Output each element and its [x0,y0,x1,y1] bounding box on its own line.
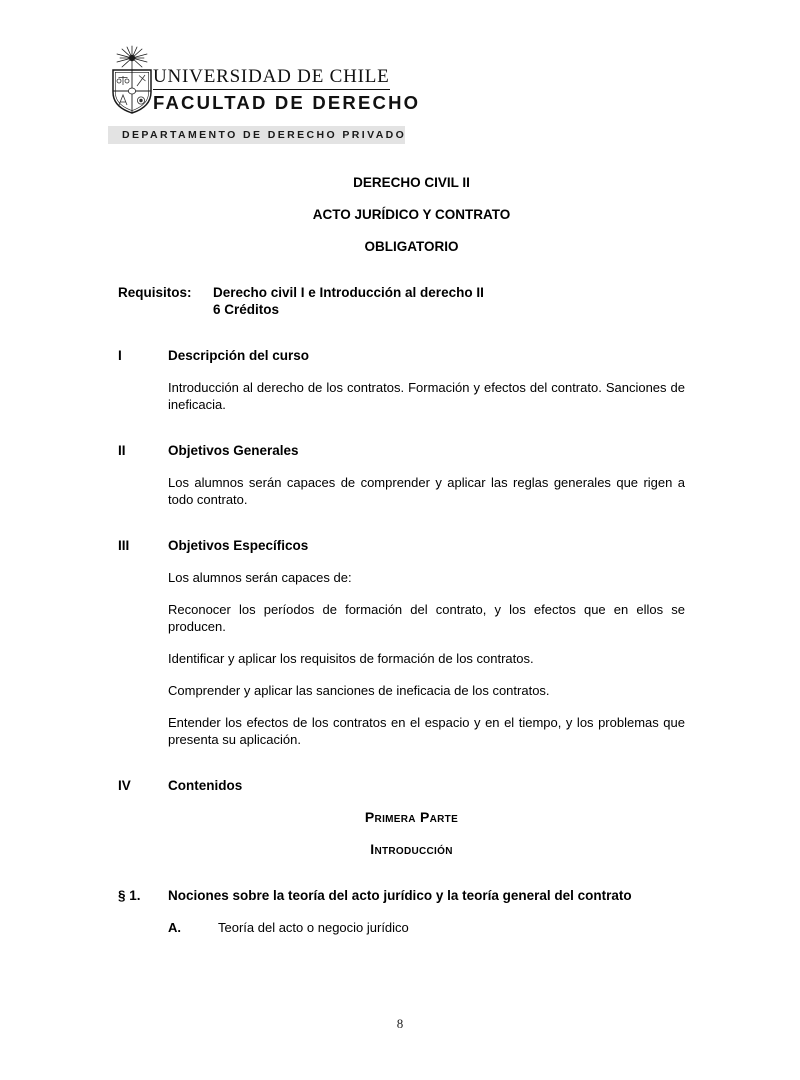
outline-section-title: Nociones sobre la teoría del acto jurídico y la teoría general del contrato [168,888,632,903]
paragraph: Introducción al derecho de los contratos. Formación y efectos del contrato. Sanciones de ineficacia. [168,380,685,412]
paragraph: Los alumnos serán capaces de comprender y aplicar las reglas generales que rigen a todo contrato. [168,475,685,507]
paragraph: Entender los efectos de los contratos en el espacio y en el tiempo, y los problemas que presenta su aplicación. [168,715,685,747]
letterhead [108,45,421,144]
section-numeral: III [118,538,130,553]
section-title: Contenidos [168,778,243,793]
requirements-label: Requisitos: [118,285,192,300]
document-body [118,174,685,936]
section-numeral: IV [118,778,131,793]
paragraph: Comprender y aplicar las sanciones de ineficacia de los contratos. [168,683,550,698]
section-heading-objetivos-especificos [118,537,685,554]
paragraph: Los alumnos serán capaces de: [168,570,352,585]
department-banner: DEPARTAMENTO DE DERECHO PRIVADO [108,126,405,144]
university-crest-icon [108,45,156,120]
faculty-name: FACULTAD DE DERECHO [153,92,421,113]
part-title: Primera Parte [364,809,459,825]
section-heading-contenidos [118,777,685,794]
course-name-title: ACTO JURÍDICO Y CONTRATO [312,207,511,222]
section-title: Descripción del curso [168,348,310,363]
part-subtitle: Introducción [370,841,453,857]
paragraph: Identificar y aplicar los requisitos de formación de los contratos. [168,651,534,666]
course-type-title: OBLIGATORIO [364,239,459,254]
section-title: Objetivos Específicos [168,538,309,553]
outline-item-a [168,919,685,936]
section-heading-objetivos-generales [118,442,685,459]
university-name: UNIVERSIDAD DE CHILE [153,66,390,90]
outline-item-text: Teoría del acto o negocio jurídico [218,920,409,935]
page-number: 8 [396,1016,404,1031]
paragraph: Reconocer los períodos de formación del contrato, y los efectos que en ellos se producen. [168,602,685,634]
section-numeral: I [118,348,122,363]
document-page [0,45,800,1080]
credits-value: 6 Créditos [213,302,280,317]
requirements-block [118,284,685,318]
outline-section-1 [118,887,685,904]
outline-item-marker: A. [168,920,181,935]
section-title: Objetivos Generales [168,443,299,458]
outline-section-marker: § 1. [118,888,141,903]
section-numeral: II [118,443,126,458]
course-titles [118,174,685,255]
requirements-value: Derecho civil I e Introducción al derecho II [213,285,484,300]
section-heading-descripcion [118,347,685,364]
course-code-title: DERECHO CIVIL II [353,175,470,190]
